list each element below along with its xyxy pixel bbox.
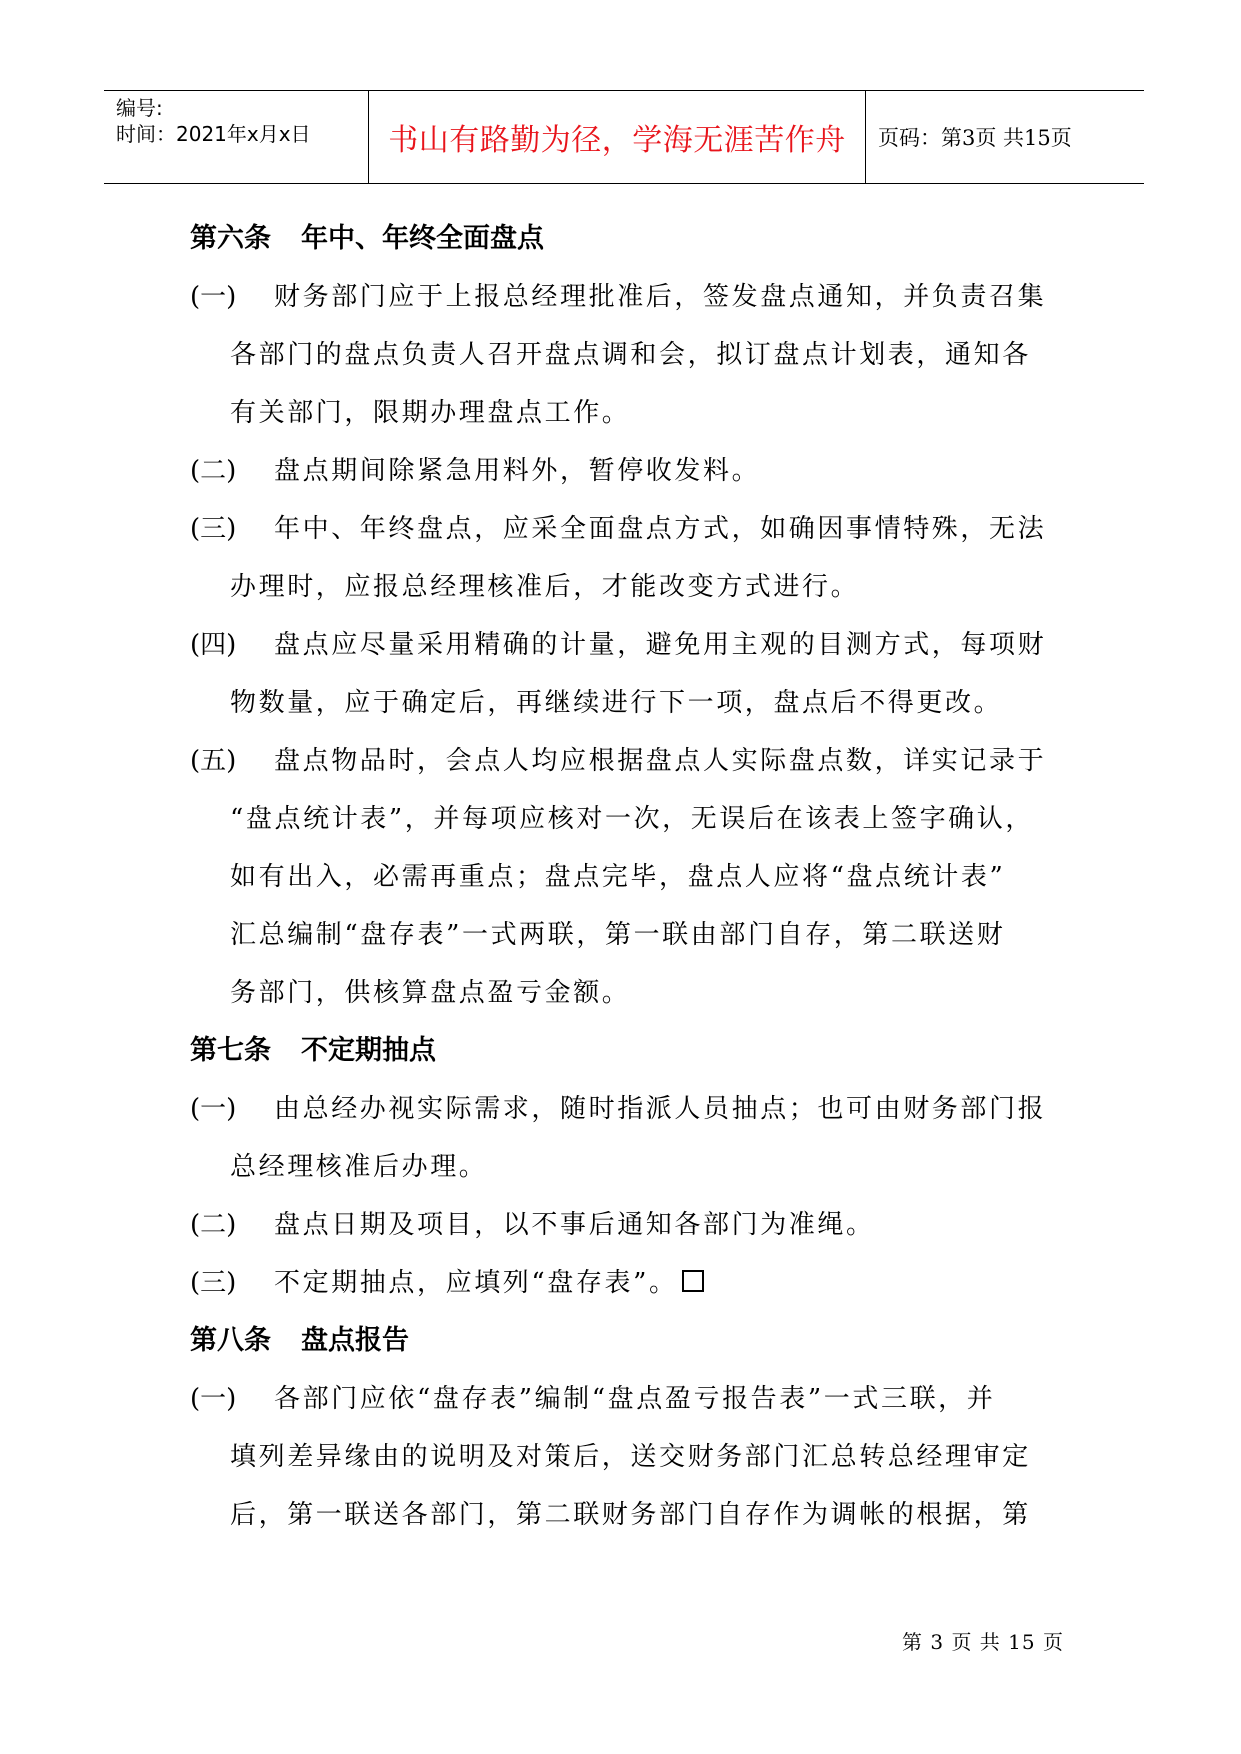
clause-item bbox=[190, 268, 1070, 442]
clause-line bbox=[190, 906, 1070, 964]
clause-text: 盘点物品时，会点人均应根据盘点人实际盘点数，详实记录于 bbox=[274, 746, 1047, 776]
header-motto: 书山有路勤为径，学海无涯苦作舟 bbox=[368, 91, 866, 183]
clause-number: (一) bbox=[190, 282, 237, 312]
number-label: 编号: bbox=[116, 96, 163, 120]
clause-text: 不定期抽点，应填列“盘存表”。 bbox=[274, 1268, 678, 1298]
clause-text: 各部门的盘点负责人召开盘点调和会，拟订盘点计划表，通知各 bbox=[230, 340, 1031, 370]
header-page-info: 页码：第3页 共15页 bbox=[878, 126, 1072, 150]
clause-text: 后，第一联送各部门，第二联财务部门自存作为调帐的根据，第 bbox=[230, 1500, 1031, 1530]
section-title: 年中、年终全面盘点 bbox=[301, 223, 544, 254]
section-heading bbox=[190, 1022, 1070, 1080]
clause-number: (一) bbox=[190, 1094, 237, 1124]
section-number: 第八条 bbox=[190, 1325, 271, 1356]
clause-number: (二) bbox=[190, 1210, 237, 1240]
clause-line bbox=[190, 732, 1070, 790]
clause-number: (二) bbox=[190, 456, 237, 486]
clause-line bbox=[190, 616, 1070, 674]
clause-line bbox=[190, 1138, 1070, 1196]
clause-text: 总经理核准后办理。 bbox=[230, 1152, 488, 1182]
clause-number: (三) bbox=[190, 1268, 237, 1298]
clause-text: 务部门，供核算盘点盈亏金额。 bbox=[230, 978, 631, 1008]
section-heading bbox=[190, 1312, 1070, 1370]
clause-line bbox=[190, 1080, 1070, 1138]
clause-text: 年中、年终盘点，应采全面盘点方式，如确因事情特殊，无法 bbox=[274, 514, 1047, 544]
clause-line bbox=[190, 848, 1070, 906]
clause-item bbox=[190, 442, 1070, 500]
clause-text: 办理时，应报总经理核准后，才能改变方式进行。 bbox=[230, 572, 860, 602]
clause-line bbox=[190, 442, 1070, 500]
clause-line bbox=[190, 1486, 1070, 1544]
clause-line bbox=[190, 964, 1070, 1022]
clause-line bbox=[190, 674, 1070, 732]
clause-text: 各部门应依“盘存表”编制“盘点盈亏报告表”一式三联，并 bbox=[274, 1384, 996, 1414]
clause-number: (五) bbox=[190, 746, 237, 776]
clause-line bbox=[190, 384, 1070, 442]
clause-text: 物数量，应于确定后，再继续进行下一项，盘点后不得更改。 bbox=[230, 688, 1003, 718]
page-footer: 第 3 页 共 15 页 bbox=[902, 1630, 1064, 1654]
clause-item bbox=[190, 732, 1070, 1022]
clause-item bbox=[190, 616, 1070, 732]
clause-line bbox=[190, 268, 1070, 326]
clause-text: 有关部门，限期办理盘点工作。 bbox=[230, 398, 631, 428]
clause-text: 盘点期间除紧急用料外，暂停收发料。 bbox=[274, 456, 761, 486]
clause-text: 汇总编制“盘存表”一式两联，第一联由部门自存，第二联送财 bbox=[230, 920, 1006, 950]
clause-text: 填列差异缘由的说明及对策后，送交财务部门汇总转总经理审定 bbox=[230, 1442, 1031, 1472]
clause-line bbox=[190, 558, 1070, 616]
clause-line bbox=[190, 326, 1070, 384]
clause-line bbox=[190, 1254, 1070, 1312]
section-number: 第七条 bbox=[190, 1035, 271, 1066]
document-header bbox=[104, 90, 1144, 184]
header-meta bbox=[104, 91, 380, 187]
clause-number: (四) bbox=[190, 630, 237, 660]
clause-item bbox=[190, 500, 1070, 616]
time-label: 时间：2021年x月x日 bbox=[116, 122, 311, 146]
clause-text: “盘点统计表”，并每项应核对一次，无误后在该表上签字确认， bbox=[230, 804, 1034, 834]
checkbox-square-icon bbox=[682, 1270, 704, 1292]
clause-text: 盘点应尽量采用精确的计量，避免用主观的目测方式，每项财 bbox=[274, 630, 1047, 660]
clause-number: (三) bbox=[190, 514, 237, 544]
clause-text: 如有出入，必需再重点；盘点完毕，盘点人应将“盘点统计表” bbox=[230, 862, 1006, 892]
clause-line bbox=[190, 500, 1070, 558]
section-number: 第六条 bbox=[190, 223, 271, 254]
section-heading bbox=[190, 210, 1070, 268]
clause-line bbox=[190, 1428, 1070, 1486]
clause-item bbox=[190, 1196, 1070, 1254]
clause-line bbox=[190, 1370, 1070, 1428]
clause-line bbox=[190, 790, 1070, 848]
clause-item bbox=[190, 1254, 1070, 1312]
clause-item bbox=[190, 1080, 1070, 1196]
clause-text: 财务部门应于上报总经理批准后，签发盘点通知，并负责召集 bbox=[274, 282, 1047, 312]
clause-text: 由总经办视实际需求，随时指派人员抽点；也可由财务部门报 bbox=[274, 1094, 1047, 1124]
clause-item bbox=[190, 1370, 1070, 1544]
document-body bbox=[190, 210, 1070, 1544]
section-title: 不定期抽点 bbox=[301, 1035, 436, 1066]
clause-number: (一) bbox=[190, 1384, 237, 1414]
clause-text: 盘点日期及项目，以不事后通知各部门为准绳。 bbox=[274, 1210, 875, 1240]
clause-line bbox=[190, 1196, 1070, 1254]
section-title: 盘点报告 bbox=[301, 1325, 409, 1356]
